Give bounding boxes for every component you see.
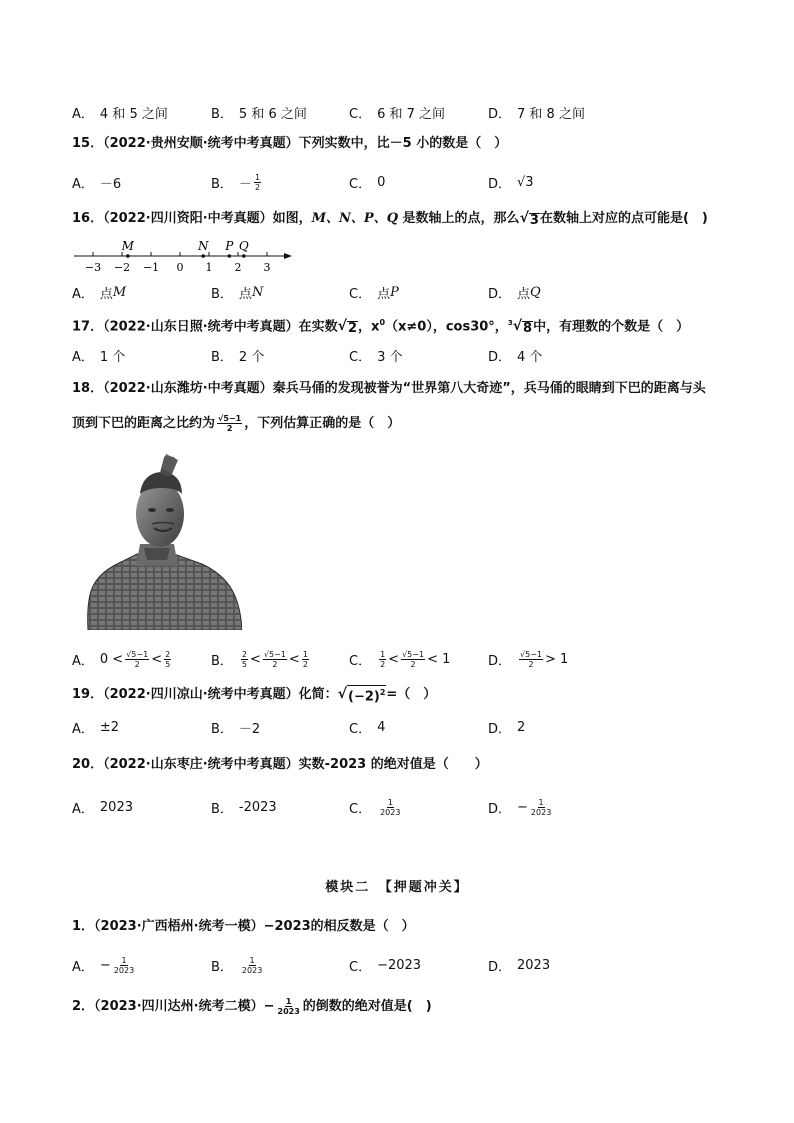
q20-options	[72, 796, 772, 818]
fraction: $\frac{√5-1}{2}$	[520, 649, 542, 669]
axis-tick-label: −3	[84, 261, 102, 274]
q18-option-c[interactable]: C． $\frac{1}{2}$ < $\frac{√5-1}{2}$ < 1	[349, 649, 451, 669]
q18-stem-line1: 18．（2022·山东潍坊·中考真题）秦兵马俑的发现被誉为“世界第八大奇迹”，兵马俑的眼睛到下巴的距离与头	[72, 381, 706, 396]
fraction: $\frac{1}{2023}$	[530, 797, 552, 817]
fraction: $\frac{1}{2023}$	[113, 955, 135, 975]
q17-options	[72, 344, 772, 366]
q16-options	[72, 281, 772, 303]
point-label-p: P	[225, 239, 234, 253]
m2-stem: 2．（2023·四川达州·统考二模）− $\frac{1}{2023}$ 的倒数的绝对值是( )	[72, 997, 432, 1016]
q16-option-a[interactable]: A． 点 M	[72, 284, 127, 302]
q18-option-a[interactable]: A． 0 < $\frac{√5-1}{2}$ < $\frac{2}{5}$	[72, 649, 171, 669]
fraction: $\frac{1}{2}$	[254, 172, 261, 192]
axis-tick-label: 1	[205, 261, 213, 274]
axis-tick-label: 3	[263, 261, 271, 274]
fraction: $\frac{2}{5}$	[165, 649, 171, 669]
q19-option-a[interactable]: A． ±2	[72, 719, 120, 737]
m1-option-d[interactable]: D． 2023	[488, 957, 551, 975]
q17-stem: 17．（2022·山东日照·统考中考真题）在实数 √ 2 ，$x^0(x\ne 0)$，cos30°，$^3$ √ 8 中，有理数的个数是（ ）	[72, 318, 690, 337]
m1-option-b[interactable]: B． $\frac{1}{2023}$	[211, 955, 263, 975]
q14-option-b[interactable]: B． 5 和 6 之间	[211, 106, 307, 122]
point-m	[126, 254, 130, 258]
axis-tick-label: 0	[176, 261, 184, 274]
q17-option-c[interactable]: C． 3 个	[349, 349, 403, 365]
fraction: $\frac{√5-1}{2}$	[218, 414, 242, 433]
q20-option-c[interactable]: C． $\frac{1}{2023}$	[349, 797, 401, 817]
q20-option-a[interactable]: A． 2023	[72, 799, 133, 817]
q17-option-a[interactable]: A． 1 个	[72, 349, 126, 365]
point-label-n: N	[197, 239, 209, 253]
point-n	[201, 254, 205, 258]
q19-option-c[interactable]: C． 4	[349, 719, 386, 737]
q15-option-b[interactable]: B． － $\frac{1}{2}$	[211, 172, 261, 192]
fraction: $\frac{1}{2023}$	[380, 797, 401, 817]
q15-option-c[interactable]: C． 0	[349, 174, 386, 192]
fraction: $\frac{√5-1}{2}$	[126, 649, 149, 669]
fraction: $\frac{√5-1}{2}$	[402, 649, 425, 669]
q19-stem: 19．（2022·四川凉山·统考中考真题）化简： √ $(-2)^2$ =（ ）	[72, 686, 437, 704]
axis-tick-label: −2	[113, 261, 131, 274]
q20-stem: 20．（2022·山东枣庄·统考中考真题）实数-2023 的绝对值是（ ）	[72, 757, 488, 772]
fraction: $\frac{√5-1}{2}$	[263, 649, 286, 669]
q18-options	[72, 648, 772, 670]
q14-option-d[interactable]: D． 7 和 8 之间	[488, 106, 585, 122]
sqrt: √ 3	[519, 210, 539, 228]
q14-option-c[interactable]: C． 6 和 7 之间	[349, 106, 446, 122]
fraction: $\frac{1}{2}$	[302, 649, 308, 669]
fraction: $\frac{1}{2}$	[380, 649, 386, 669]
q16-stem: 16．（2022·四川资阳·中考真题）如图，M、N、P、Q 是数轴上的点，那么 √ 3 在数轴上对应的点可能是( )	[72, 210, 708, 228]
q19-option-d[interactable]: D． 2	[488, 719, 526, 737]
point-q	[242, 254, 246, 258]
q16-option-b[interactable]: B． 点 N	[211, 284, 264, 302]
terracotta-warrior-image	[82, 452, 242, 630]
q15-option-d[interactable]: D． √3	[488, 174, 534, 192]
q18-option-d[interactable]: D． $\frac{√5-1}{2}$ > 1	[488, 649, 569, 669]
q19-options	[72, 716, 772, 738]
point-label-q: Q	[238, 239, 249, 253]
m1-option-a[interactable]: A． − $\frac{1}{2023}$	[72, 955, 135, 975]
q19-option-b[interactable]: B． －2	[211, 721, 261, 737]
cube-root: √ 8	[512, 318, 533, 337]
m1-options	[72, 954, 772, 976]
point-p	[228, 254, 232, 258]
q14-option-a[interactable]: A． 4 和 5 之间	[72, 106, 168, 122]
q20-option-d[interactable]: D． − $\frac{1}{2023}$	[488, 797, 552, 817]
m1-stem: 1．（2023·广西梧州·统考一模）−2023的相反数是（ ）	[72, 919, 415, 934]
q17-option-d[interactable]: D． 4 个	[488, 349, 543, 365]
q16-option-c[interactable]: C． 点 P	[349, 284, 399, 302]
axis-tick-label: 2	[234, 261, 242, 274]
fraction: $\frac{2}{5}$	[241, 649, 248, 669]
sqrt: √ 2	[337, 318, 358, 337]
q17-option-b[interactable]: B． 2 个	[211, 349, 265, 365]
q15-option-a[interactable]: A． －6	[72, 176, 122, 192]
q15-options	[72, 171, 772, 193]
section-title: 模块二 【押题冲关】	[325, 880, 469, 895]
m1-option-c[interactable]: C． −2023	[349, 957, 422, 975]
fraction: $\frac{1}{2023}$	[277, 997, 300, 1016]
q18-option-b[interactable]: B． $\frac{2}{5}$ < $\frac{√5-1}{2}$ < $\frac{1}{2}$	[211, 649, 308, 669]
q20-option-b[interactable]: B． -2023	[211, 799, 277, 817]
q15-stem: 15．（2022·贵州安顺·统考中考真题）下列实数中，比－5 小的数是（ ）	[72, 136, 508, 151]
sqrt: √ $(-2)^2$	[337, 686, 386, 704]
q16-option-d[interactable]: D． 点 Q	[488, 284, 541, 302]
fraction: $\frac{1}{2023}$	[241, 955, 263, 975]
q14-options	[72, 101, 772, 123]
axis-tick-label: −1	[142, 261, 160, 274]
q18-stem-line2: 顶到下巴的距离之比约为 $\frac{√5-1}{2}$ ，下列估算正确的是（ ）	[72, 414, 401, 433]
number-line	[72, 236, 302, 278]
point-label-m: M	[121, 239, 134, 253]
